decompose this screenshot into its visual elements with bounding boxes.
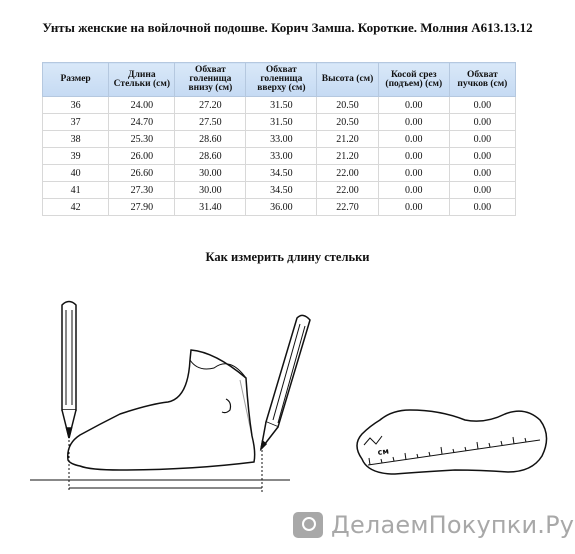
table-cell: 0.00 <box>378 97 449 114</box>
col-header-shaft-top: Обхват голенища вверху (см) <box>246 63 317 97</box>
table-cell: 0.00 <box>449 148 515 165</box>
insole-outline <box>357 410 547 474</box>
table-cell: 25.30 <box>109 131 175 148</box>
table-cell: 31.50 <box>246 97 317 114</box>
table-cell: 36 <box>43 97 109 114</box>
col-header-ball-girth: Обхват пучков (см) <box>449 63 515 97</box>
table-cell: 20.50 <box>317 97 378 114</box>
table-cell: 33.00 <box>246 148 317 165</box>
table-cell: 0.00 <box>378 199 449 216</box>
table-cell: 40 <box>43 165 109 182</box>
col-header-insole-length: Длина Стельки (см) <box>109 63 175 97</box>
table-cell: 27.90 <box>109 199 175 216</box>
measure-instructions-title: Как измерить длину стельки <box>205 250 370 264</box>
product-title: Унты женские на войлочной подошве. Корич Замша. Короткие. Молния А613.13.12 <box>42 20 533 35</box>
table-cell: 38 <box>43 131 109 148</box>
table-cell: 33.00 <box>246 131 317 148</box>
insole-unit-label: см <box>377 446 390 457</box>
table-cell: 0.00 <box>449 165 515 182</box>
col-header-instep: Косой срез (подъем) (см) <box>378 63 449 97</box>
shopping-bag-icon <box>293 512 323 538</box>
table-cell: 34.50 <box>246 182 317 199</box>
table-cell: 27.50 <box>175 114 246 131</box>
col-header-shaft-bottom: Обхват голенища внизу (см) <box>175 63 246 97</box>
table-cell: 34.50 <box>246 165 317 182</box>
table-cell: 28.60 <box>175 148 246 165</box>
table-cell: 21.20 <box>317 131 378 148</box>
table-cell: 0.00 <box>378 182 449 199</box>
left-pencil-icon <box>62 302 76 439</box>
table-cell: 0.00 <box>449 182 515 199</box>
table-cell: 36.00 <box>246 199 317 216</box>
table-cell: 22.70 <box>317 199 378 216</box>
col-header-height: Высота (см) <box>317 63 378 97</box>
table-cell: 30.00 <box>175 165 246 182</box>
table-cell: 0.00 <box>449 199 515 216</box>
ruler <box>368 437 540 465</box>
watermark-text: ДелаемПокупки.Ру <box>331 511 575 539</box>
table-cell: 37 <box>43 114 109 131</box>
table-cell: 39 <box>43 148 109 165</box>
table-cell: 28.60 <box>175 131 246 148</box>
table-cell: 41 <box>43 182 109 199</box>
table-cell: 24.70 <box>109 114 175 131</box>
table-cell: 27.20 <box>175 97 246 114</box>
right-pencil-icon <box>261 315 310 449</box>
foot-outline <box>68 350 255 470</box>
table-cell: 31.40 <box>175 199 246 216</box>
col-header-size: Размер <box>43 63 109 97</box>
table-cell: 21.20 <box>317 148 378 165</box>
table-cell: 0.00 <box>378 131 449 148</box>
table-cell: 42 <box>43 199 109 216</box>
table-cell: 22.00 <box>317 182 378 199</box>
table-cell: 0.00 <box>378 148 449 165</box>
table-cell: 26.00 <box>109 148 175 165</box>
table-cell: 26.60 <box>109 165 175 182</box>
table-cell: 20.50 <box>317 114 378 131</box>
table-cell: 27.30 <box>109 182 175 199</box>
table-cell: 0.00 <box>449 97 515 114</box>
table-cell: 30.00 <box>175 182 246 199</box>
table-cell: 31.50 <box>246 114 317 131</box>
watermark <box>293 510 574 540</box>
table-cell: 0.00 <box>449 114 515 131</box>
table-cell: 0.00 <box>378 114 449 131</box>
table-cell: 24.00 <box>109 97 175 114</box>
table-cell: 0.00 <box>378 165 449 182</box>
table-cell: 22.00 <box>317 165 378 182</box>
table-cell: 0.00 <box>449 131 515 148</box>
